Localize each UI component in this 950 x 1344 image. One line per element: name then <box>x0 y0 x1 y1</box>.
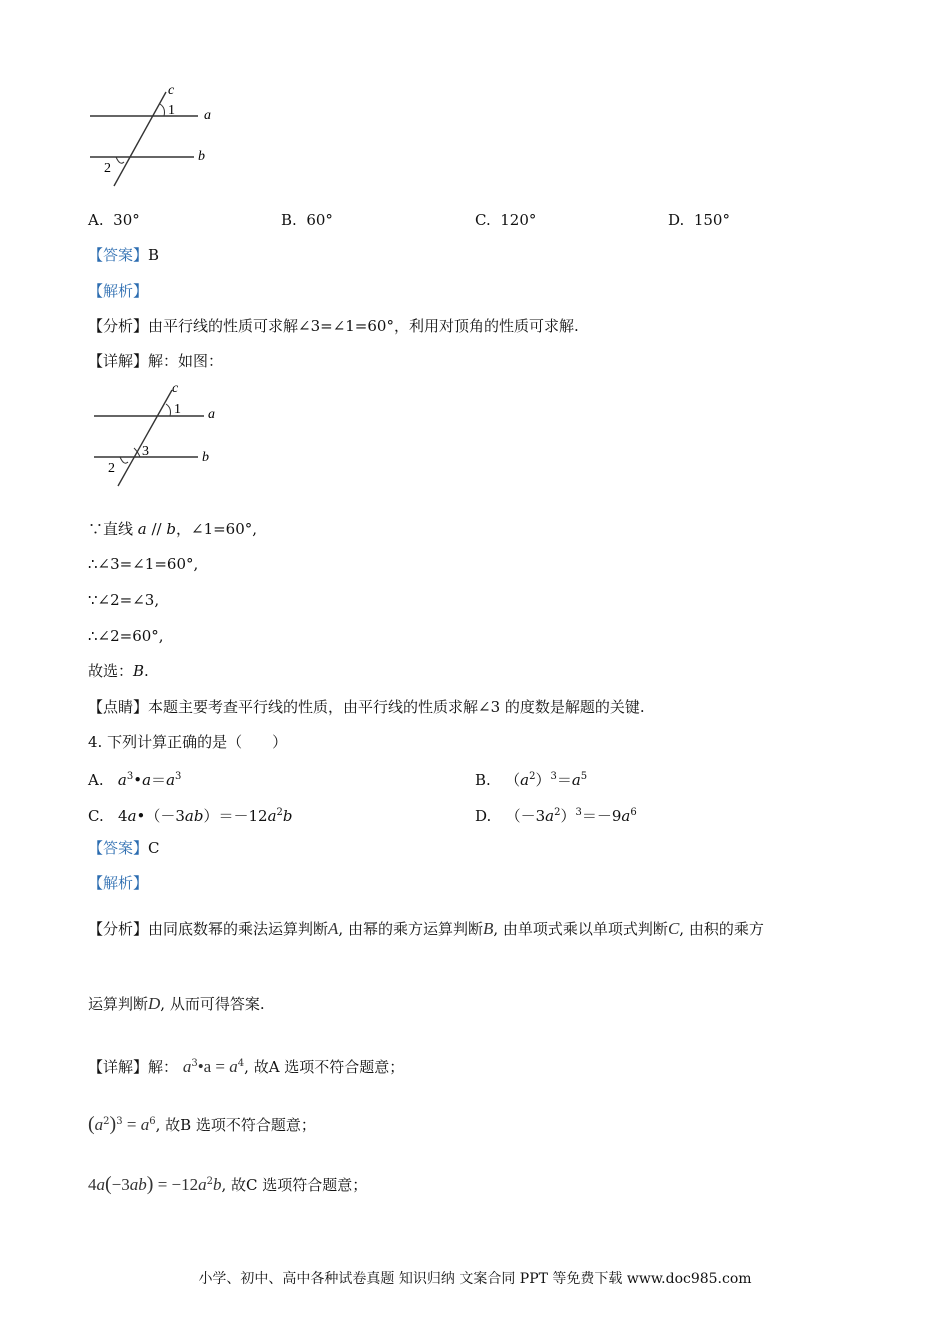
label-c: c <box>168 83 175 98</box>
q4-option-b: B. $(a^2)^3=a^5$ <box>475 771 588 789</box>
q3-step-1: ∵直线 a // b，∠1=60°, <box>88 520 258 538</box>
q4-option-a: A. $a^3•a=a^3$ <box>88 771 182 789</box>
label-2: 2 <box>104 161 111 176</box>
q4-answer: 【答案】C <box>88 839 160 857</box>
q3-step-5: 故选：B. <box>88 662 149 680</box>
q3-analysis-tag: 【解析】 <box>88 282 149 300</box>
page-footer: 小学、初中、高中各种试卷真题 知识归纳 文案合同 PPT 等免费下载 www.doc985.com <box>198 1271 752 1287</box>
q3-answer: 【答案】B <box>88 246 160 264</box>
q4-option-d: D. $(-3a^2)^3=-9a^6$ <box>475 807 637 825</box>
label-c: c <box>172 381 179 396</box>
label-a: a <box>208 407 215 422</box>
q3-step-3: ∵∠2=∠3, <box>88 591 160 609</box>
option-d: D. 150° <box>668 211 730 229</box>
q4-stem: 4. 下列计算正确的是（ ） <box>88 733 288 751</box>
q3-step-4: ∴∠2=60°, <box>88 627 164 645</box>
figure-parallel-lines-1 <box>86 80 226 190</box>
label-1: 1 <box>168 103 175 118</box>
q4-detail-a: 【详解】解： $a^3•a = a^4$, 故A 选项不符合题意； <box>88 1057 405 1076</box>
q3-detail: 【详解】解：如图： <box>88 352 224 370</box>
figure-parallel-lines-2 <box>90 380 230 492</box>
q4-option-c: C. $4a•(-3ab)=-12a^2b$ <box>88 807 293 825</box>
label-3: 3 <box>142 444 149 459</box>
label-b: b <box>202 450 209 465</box>
option-b: B. 60° <box>281 211 333 229</box>
label-b: b <box>198 149 205 164</box>
q3-fenxi: 【分析】由平行线的性质可求解∠3=∠1=60°，利用对顶角的性质可求解. <box>88 317 579 335</box>
q4-detail-b: $(a^2)^3 = a^6$, 故B 选项不符合题意； <box>88 1113 316 1135</box>
q3-remark: 【点睛】本题主要考查平行线的性质，由平行线的性质求解∠3 的度数是解题的关键. <box>88 698 645 716</box>
label-2: 2 <box>108 461 115 476</box>
q4-detail-c: $4a(-3ab) = -12a^2b$, 故C 选项符合题意； <box>88 1173 368 1195</box>
label-1: 1 <box>174 402 181 417</box>
option-a: A. 30° <box>88 211 140 229</box>
q4-fenxi-line-1: 【分析】由同底数幂的乘法运算判断A, 由幂的乘方运算判断B, 由单项式乘以单项式判断C, 由积的乘方 <box>88 919 764 938</box>
q3-step-2: ∴∠3=∠1=60°, <box>88 555 199 573</box>
q4-fenxi-line-2: 运算判断D, 从而可得答案. <box>88 994 265 1013</box>
option-c: C. 120° <box>475 211 537 229</box>
q4-analysis-tag: 【解析】 <box>88 874 149 892</box>
label-a: a <box>204 108 211 123</box>
